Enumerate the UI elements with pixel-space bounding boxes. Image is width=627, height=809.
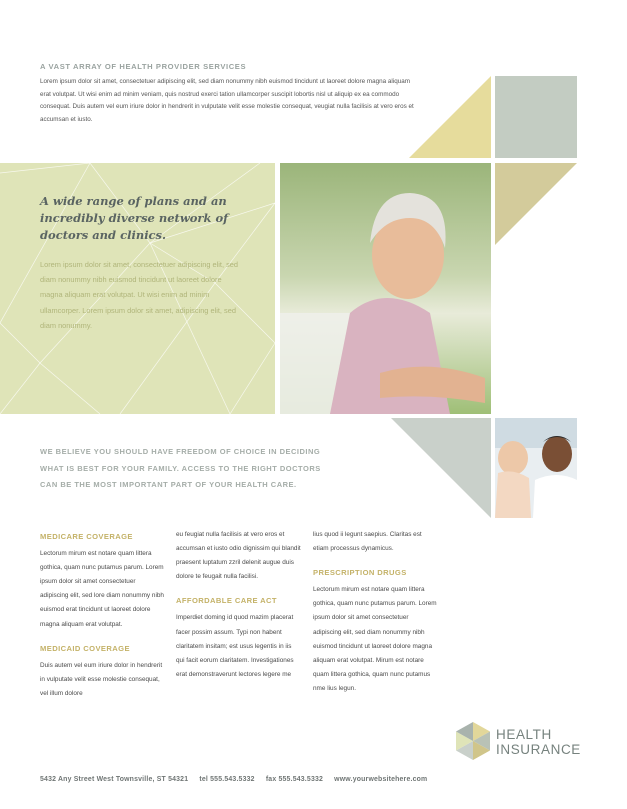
column-3 <box>313 528 438 696</box>
medicaid-heading: MEDICAID COVERAGE <box>40 643 130 653</box>
hero-headline: A wide range of plans and an incredibly diverse network of doctors and clinics. <box>40 194 229 242</box>
column-3-body: lius quod ii legunt saepius. Claritas est etiam processus dynamicus. <box>313 531 422 553</box>
footer-website: www.yourwebsitehere.com <box>334 776 428 783</box>
prescription-body: Lectorum mirum est notare quam littera gothica, quam nunc putamus parum. Lorem ipsum dolor sit amet consectetuer adipiscing elit, sed diam nonummy nibh euismod tincidunt ut laoreet dolore magna aliquam erat volutpat. Mirum est notare quam littera gothica, quam nunc putamus nme lius legun. <box>313 586 437 692</box>
belief-statement: WE BELIEVE YOU SHOULD HAVE FREEDOM OF CHOICE IN DECIDING WHAT IS BEST FOR YOUR FAMILY. ACCESS TO THE RIGHT DOCTORS CAN BE THE MOST IMPORTANT PART OF YOUR HEALTH CARE. <box>40 447 321 489</box>
logo-line-2: INSURANCE <box>496 742 581 757</box>
hexagon-logo-icon <box>456 722 490 760</box>
intro-heading: A VAST ARRAY OF HEALTH PROVIDER SERVICES <box>40 62 247 71</box>
column-1 <box>40 530 165 701</box>
smiling-senior-woman-photo <box>280 163 491 414</box>
footer <box>40 776 436 783</box>
aca-body: Imperdiet doming id quod mazim placerat facer possim assum. Typi non habent claritatem insitam; est usus legentis in iis qui facit eorum claritatem. Investigationes erat demonstraverunt lectores legere me <box>176 614 294 678</box>
hero-body: Lorem ipsum dolor sit amet, consectetuer adipiscing elit, sed diam nonummy nibh euismod tincidunt ut laoreet dolore magna aliquam erat volutpat. Ut wisi enim ad minim ullamcorper. Lorem ipsum dolor sit amet, adipiscing elit, sed diam nonummy. <box>40 260 238 330</box>
doctor-child-photo <box>495 418 577 518</box>
intro-section <box>40 62 420 126</box>
tan-triangle-decoration <box>495 163 577 245</box>
column-2-body: eu feugiat nulla facilisis at vero eros et accumsan et iusto odio dignissim qui blandit praesent luptatum zzril delenit augue duis dolore te feugait nulla facilisi. <box>176 531 301 581</box>
footer-address: 5432 Any Street West Townsville, ST 54321 <box>40 776 189 783</box>
column-2 <box>176 528 301 682</box>
hero-panel <box>0 163 275 414</box>
sage-square-decoration <box>495 76 577 158</box>
prescription-heading: PRESCRIPTION DRUGS <box>313 568 407 578</box>
logo-line-1: HEALTH <box>496 727 552 742</box>
health-insurance-logo <box>456 720 616 762</box>
footer-fax: fax 555.543.5332 <box>265 776 324 783</box>
footer-tel: tel 555.543.5332 <box>199 776 255 783</box>
medicare-heading: MEDICARE COVERAGE <box>40 532 133 541</box>
gold-triangle-decoration <box>409 76 491 158</box>
grey-triangle-decoration <box>391 418 491 518</box>
aca-heading: AFFORDABLE CARE ACT <box>176 596 277 606</box>
medicaid-body: Duis autem vel eum iriure dolor in hendrerit in vulputate velit esse molestie consequat, vel illum dolore <box>40 661 163 697</box>
intro-body: Lorem ipsum dolor sit amet, consectetuer adipiscing elit, sed diam nonummy nibh euismod tincidunt ut laoreet dolore magna aliquam erat volutpat. Ut wisi enim ad minim veniam, quis nostrud exerci tation ullamcorper suscipit lobortis nisl ut aliquip ex ea commodo consequat. Duis autem vel eum iriure dolor in hendrerit in vulputate velit esse molestie consequat, veugiat nulla facilisis at vero eros et accumsan et iusto. <box>40 78 414 123</box>
medicare-body: Lectorum mirum est notare quam littera gothica, quam nunc putamus parum. Lorem ipsum dolor sit amet consectetuer adipiscing elit, sed lore diam nonummy nibh euismod erat tincidunt ut laoreet dolore magna aliquam erat volutpat. <box>40 550 164 628</box>
